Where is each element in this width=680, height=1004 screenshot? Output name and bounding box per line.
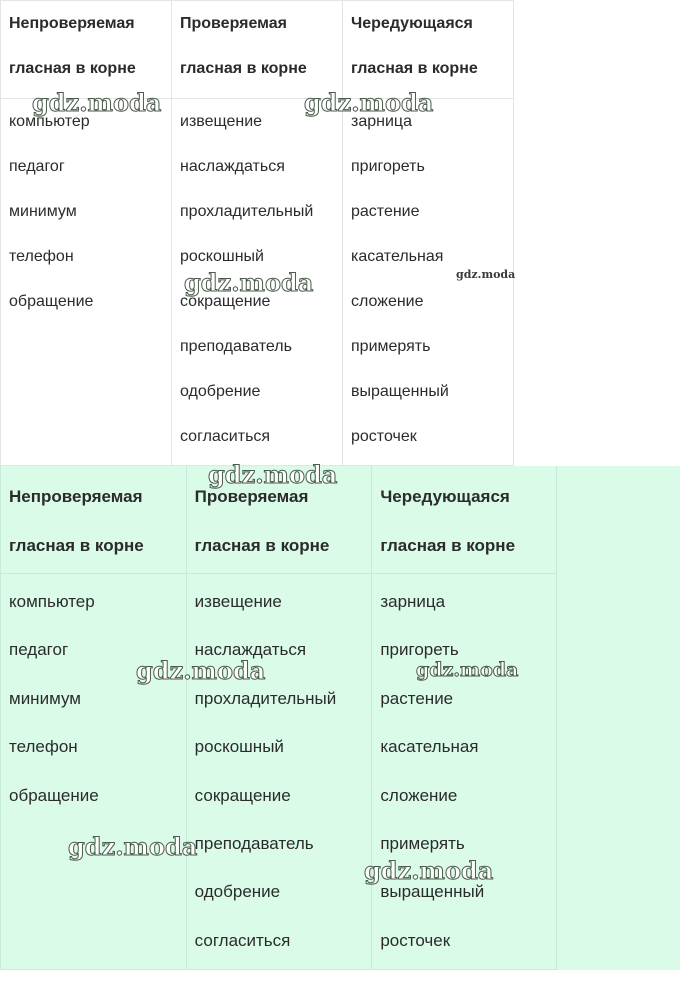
header-line: Непроверяемая [9,15,135,32]
word-cell: педагог [9,158,65,175]
word-cell: согласиться [194,930,291,950]
word-cell: сокращение [194,785,291,805]
word-cell: прохладительный [180,203,314,220]
table2-column-body [372,574,556,965]
word-cell: преподаватель [180,338,292,355]
word-cell: компьютер [9,592,95,611]
word-cell: преподаватель [194,834,314,854]
word-cell: росточек [351,428,417,445]
table2-column-body [187,574,372,965]
header-line: гласная в корне [9,60,136,77]
word-cell: наслаждаться [180,158,285,175]
word-cell: зарница [380,592,446,611]
header-line: гласная в корне [380,536,516,555]
header-line: Проверяемая [180,15,288,32]
table1-column-header [343,1,513,99]
word-cell: роскошный [180,248,264,265]
word-cell: сложение [351,293,424,310]
word-cell: телефон [9,248,74,265]
word-cell: росточек [380,930,451,950]
watermark: gdz.moda [208,460,338,489]
table1-column-body [1,99,171,324]
table1-column-alternating [342,0,514,466]
table2-column-header [372,466,556,574]
word-cell: пригореть [351,158,425,175]
word-cell: наслаждаться [194,640,307,660]
table2-column-header [187,466,372,574]
header-line: гласная в корне [351,60,478,77]
word-cell: обращение [9,785,99,805]
header-line: Чередующаяся [380,487,510,506]
word-cell: пригореть [380,640,459,660]
table2-grid [0,466,557,970]
header-line: гласная в корне [180,60,307,77]
word-cell: выращенный [351,383,449,400]
table2-column-alternating [371,466,557,970]
word-cell: извещение [194,592,282,611]
word-cell: одобрение [180,383,261,400]
watermark: gdz.moda [32,88,162,117]
word-cell: одобрение [194,882,281,902]
watermark: gdz.moda [184,268,314,297]
word-cell: примерять [351,338,431,355]
header-line: Чередующаяся [351,15,473,32]
word-cell: касательная [351,248,444,265]
table1-column-verifiable [171,0,343,466]
table1-column-header [1,1,171,99]
word-cell: компьютер [9,113,90,130]
word-cell: сокращение [180,293,271,310]
word-cell: растение [380,688,454,708]
word-cell: примерять [380,834,465,854]
word-cell: выращенный [380,882,485,902]
spelling-table-white [0,0,517,466]
word-cell: роскошный [194,737,284,757]
watermark: gdz.moda [416,659,519,681]
word-cell: зарница [351,113,412,130]
table2-column-header [1,466,186,574]
word-cell: прохладительный [194,688,337,708]
table2-column-body [1,574,186,820]
watermark: gdz.moda [136,656,266,685]
header-line: гласная в корне [194,536,330,555]
word-cell: извещение [180,113,263,130]
word-cell: сложение [380,785,458,805]
word-cell: минимум [9,203,77,220]
table1-column-unverifiable [0,0,172,466]
header-line: Проверяемая [194,487,309,506]
table1-column-header [172,1,342,99]
word-cell: растение [351,203,420,220]
spelling-table-green [0,466,680,970]
header-line: гласная в корне [9,536,144,555]
word-cell: педагог [9,640,69,660]
word-cell: минимум [9,688,81,708]
watermark: gdz.moda [364,856,494,885]
table2-column-unverifiable [0,466,186,970]
table1-column-body [343,99,516,459]
word-cell: касательная [380,737,479,757]
word-cell: телефон [9,737,78,757]
table2-column-verifiable [186,466,372,970]
header-line: Непроверяемая [9,487,143,506]
table1-column-body [172,99,342,459]
word-cell: обращение [9,293,94,310]
word-cell: согласиться [180,428,271,445]
watermark: gdz.moda [456,268,516,281]
watermark: gdz.moda [68,832,198,861]
watermark: gdz.moda [304,88,434,117]
